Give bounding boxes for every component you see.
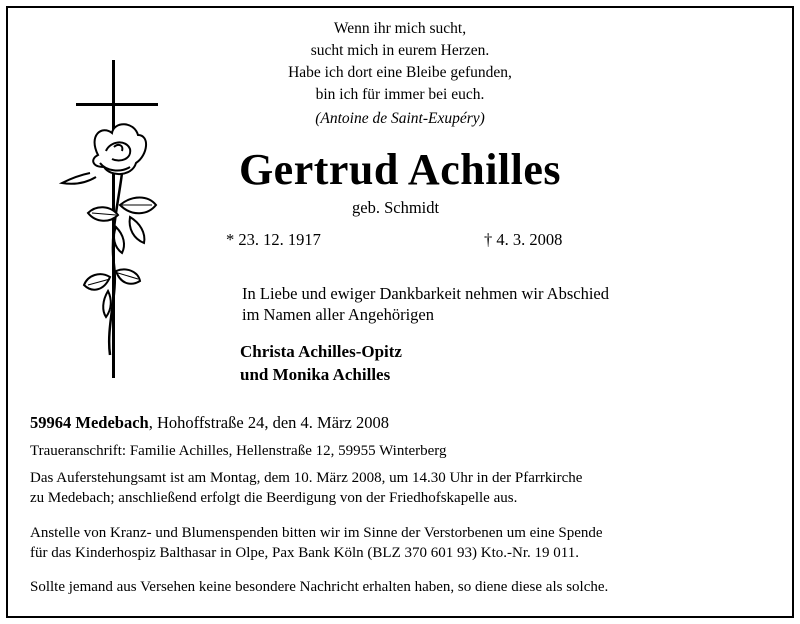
service-line-2: zu Medebach; anschließend erfolgt die Beerdigung von der Friedhofskapelle aus. — [30, 490, 518, 506]
place-city: 59964 Medebach — [30, 413, 149, 432]
farewell-line-2: im Namen aller Angehörigen — [242, 305, 434, 324]
birth-date: * 23. 12. 1917 — [226, 230, 321, 249]
address-line: Traueranschrift: Familie Achilles, Hellenstraße 12, 59955 Winterberg — [30, 443, 447, 459]
poem-line-3: Habe ich dort eine Bleibe gefunden, — [288, 64, 512, 81]
poem-line-2: sucht mich in eurem Herzen. — [310, 42, 490, 59]
cross-rose-icon — [40, 55, 180, 385]
place-street-date: , Hohoffstraße 24, den 4. März 2008 — [148, 413, 389, 432]
poem-author: (Antoine de Saint-Exupéry) — [315, 110, 485, 127]
mourner-2: und Monika Achilles — [240, 365, 391, 384]
place-date — [30, 413, 389, 433]
poem-line-4: bin ich für immer bei euch. — [315, 86, 485, 103]
poem-line-1: Wenn ihr mich sucht, — [333, 20, 467, 37]
mourner-1: Christa Achilles-Opitz — [240, 342, 402, 361]
service-line-1: Das Auferstehungsamt ist am Montag, dem 10. März 2008, um 14.30 Uhr in der Pfarrkirche — [30, 470, 583, 486]
donation-line-2: für das Kinderhospiz Balthasar in Olpe, Pax Bank Köln (BLZ 370 601 93) Kto.-Nr. 19 011. — [30, 545, 579, 561]
deceased-name: Gertrud Achilles — [238, 145, 562, 194]
notice-line: Sollte jemand aus Versehen keine besondere Nachricht erhalten haben, so diene diese als solche. — [30, 579, 609, 595]
maiden-name: geb. Schmidt — [352, 198, 440, 217]
farewell-line-1: In Liebe und ewiger Dankbarkeit nehmen wir Abschied — [242, 284, 610, 303]
death-date: † 4. 3. 2008 — [484, 230, 563, 249]
donation-line-1: Anstelle von Kranz- und Blumenspenden bitten wir im Sinne der Verstorbenen um eine Spende — [30, 525, 603, 541]
